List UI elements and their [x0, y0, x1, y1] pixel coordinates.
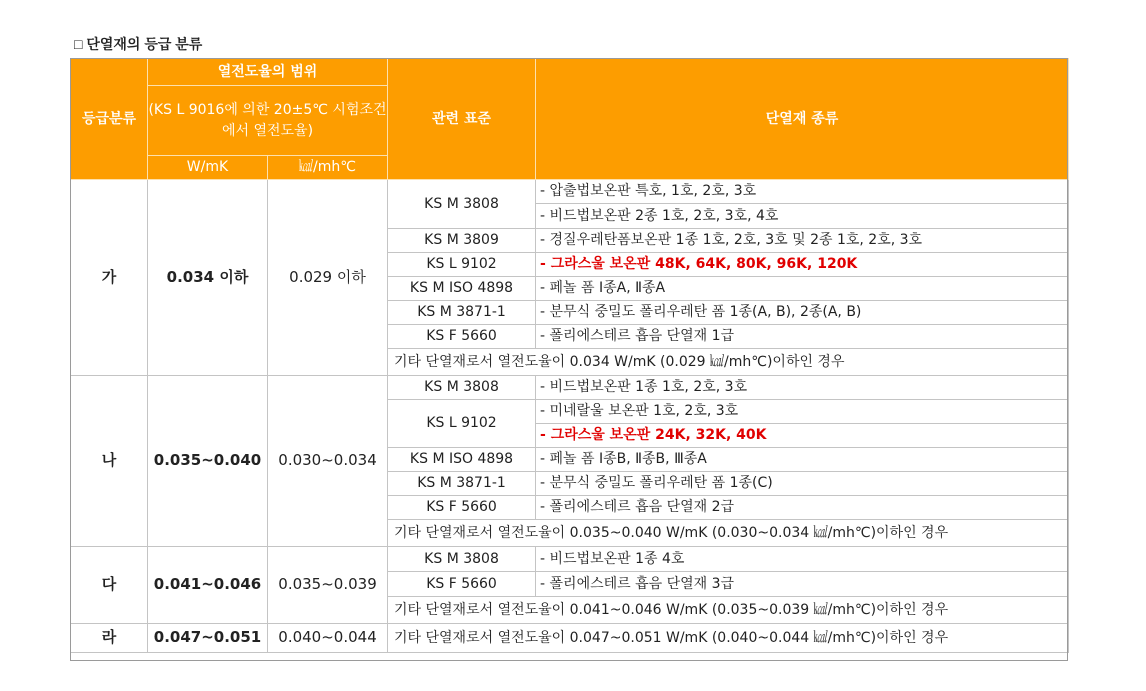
- standard-cell: KS M 3808: [388, 180, 536, 229]
- other-insulation-note: 기타 단열재로서 열전도율이 0.047~0.051 W/mK (0.040~0.044 ㎉/mh℃)이하인 경우: [388, 624, 1069, 653]
- table-row: [71, 180, 1069, 204]
- insulation-type-highlight: - 그라스울 보온판 24K, 32K, 40K: [536, 424, 1069, 448]
- range-kcal: 0.029 이하: [268, 180, 388, 376]
- insulation-type: - 분무식 중밀도 폴리우레탄 폼 1종(A, B), 2종(A, B): [536, 301, 1069, 325]
- standard-cell: KS M 3808: [388, 376, 536, 400]
- insulation-type-highlight: - 그라스울 보온판 48K, 64K, 80K, 96K, 120K: [536, 253, 1069, 277]
- standard-cell: KS M 3871-1: [388, 301, 536, 325]
- table-row-other: [71, 624, 1069, 653]
- standard-cell: KS M ISO 4898: [388, 277, 536, 301]
- insulation-type: - 경질우레탄폼보온판 1종 1호, 2호, 3호 및 2종 1호, 2호, 3호: [536, 229, 1069, 253]
- standard-cell: KS F 5660: [388, 572, 536, 597]
- table-row: [71, 376, 1069, 400]
- range-kcal: 0.040~0.044: [268, 624, 388, 653]
- range-wmk: 0.041~0.046: [148, 547, 268, 624]
- header-grade: 등급분류: [71, 59, 148, 180]
- grade-label: 나: [71, 376, 148, 547]
- range-wmk: 0.035~0.040: [148, 376, 268, 547]
- page-title: □ 단열재의 등급 분류: [74, 36, 203, 52]
- insulation-type: - 미네랄울 보온판 1호, 2호, 3호: [536, 400, 1069, 424]
- range-wmk: 0.047~0.051: [148, 624, 268, 653]
- grade-label: 다: [71, 547, 148, 624]
- standard-cell: KS F 5660: [388, 325, 536, 349]
- header-conductivity-range: 열전도율의 범위: [148, 59, 388, 86]
- range-kcal: 0.030~0.034: [268, 376, 388, 547]
- insulation-grade-table: [70, 58, 1069, 653]
- grade-label: 라: [71, 624, 148, 653]
- grade-table-body: [71, 180, 1069, 653]
- standard-cell: KS M 3809: [388, 229, 536, 253]
- standard-cell: KS L 9102: [388, 400, 536, 448]
- insulation-type: - 폴리에스테르 흡음 단열재 1급: [536, 325, 1069, 349]
- other-insulation-note: 기타 단열재로서 열전도율이 0.034 W/mK (0.029 ㎉/mh℃)이하인 경우: [388, 349, 1069, 376]
- header-unit-kcal: ㎉/mh℃: [268, 156, 388, 180]
- range-wmk: 0.034 이하: [148, 180, 268, 376]
- standard-cell: KS F 5660: [388, 496, 536, 520]
- grade-label: 가: [71, 180, 148, 376]
- insulation-type: - 페놀 폼 Ⅰ종B, Ⅱ종B, Ⅲ종A: [536, 448, 1069, 472]
- insulation-type: - 비드법보온판 1종 4호: [536, 547, 1069, 572]
- standard-cell: KS M 3871-1: [388, 472, 536, 496]
- header-test-condition: (KS L 9016에 의한 20±5℃ 시험조건에서 열전도율): [148, 86, 388, 156]
- insulation-type: - 폴리에스테르 흡음 단열재 2급: [536, 496, 1069, 520]
- table-row: [71, 547, 1069, 572]
- header-unit-wmk: W/mK: [148, 156, 268, 180]
- insulation-type: - 비드법보온판 1종 1호, 2호, 3호: [536, 376, 1069, 400]
- standard-cell: KS M 3808: [388, 547, 536, 572]
- insulation-type: - 분무식 중밀도 폴리우레탄 폼 1종(C): [536, 472, 1069, 496]
- header-standard: 관련 표준: [388, 59, 536, 180]
- standard-cell: KS M ISO 4898: [388, 448, 536, 472]
- range-kcal: 0.035~0.039: [268, 547, 388, 624]
- insulation-type: - 폴리에스테르 흡음 단열재 3급: [536, 572, 1069, 597]
- insulation-type: - 페놀 폼 Ⅰ종A, Ⅱ종A: [536, 277, 1069, 301]
- insulation-type: - 비드법보온판 2종 1호, 2호, 3호, 4호: [536, 204, 1069, 229]
- other-insulation-note: 기타 단열재로서 열전도율이 0.041~0.046 W/mK (0.035~0.039 ㎉/mh℃)이하인 경우: [388, 597, 1069, 624]
- header-insulation-type: 단열재 종류: [536, 59, 1069, 180]
- insulation-type: - 압출법보온판 특호, 1호, 2호, 3호: [536, 180, 1069, 204]
- standard-cell: KS L 9102: [388, 253, 536, 277]
- other-insulation-note: 기타 단열재로서 열전도율이 0.035~0.040 W/mK (0.030~0.034 ㎉/mh℃)이하인 경우: [388, 520, 1069, 547]
